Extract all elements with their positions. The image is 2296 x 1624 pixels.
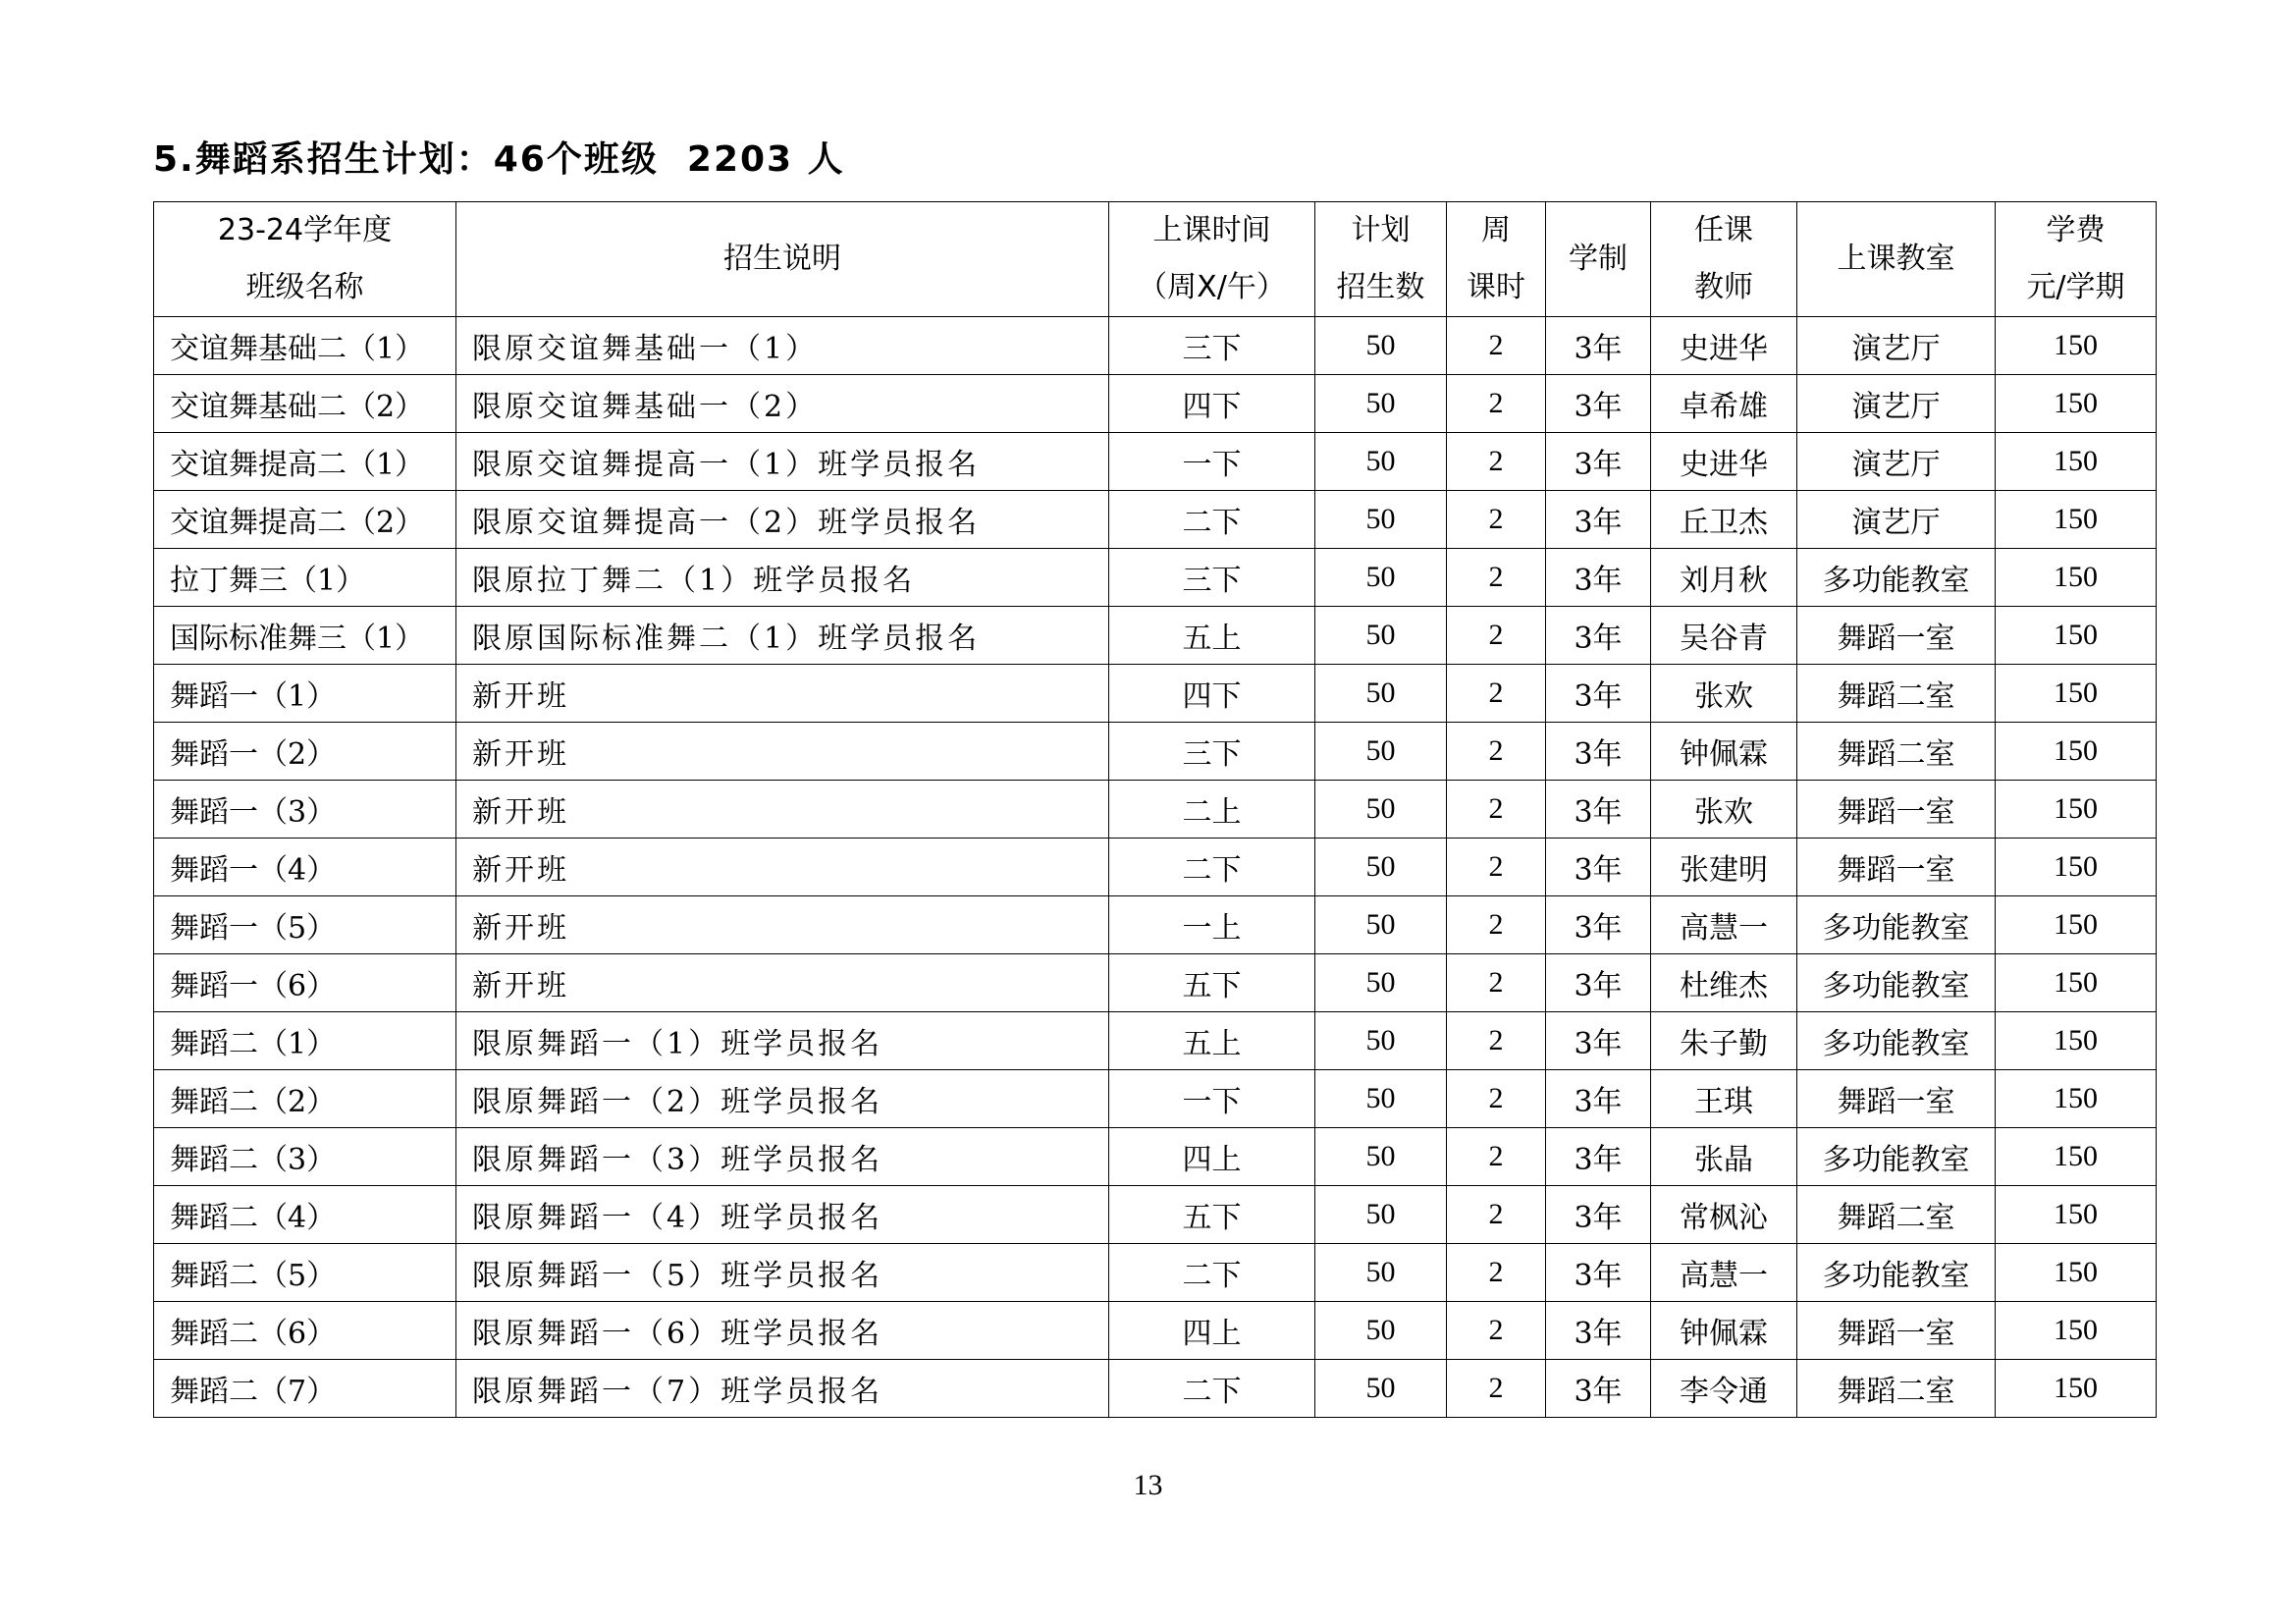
cell-tuition: 150 [1996,1128,2157,1186]
cell-tuition: 150 [1996,781,2157,839]
cell-schedule: 五下 [1109,1186,1315,1244]
header-text: 招生数 [1336,270,1425,304]
header-text: 元/学期 [2026,270,2125,304]
cell-tuition: 150 [1996,665,2157,723]
cell-description: 限原舞蹈一（2）班学员报名 [456,1070,1109,1128]
cell-planned-enrollment: 50 [1315,433,1447,491]
cell-tuition: 150 [1996,1302,2157,1360]
cell-description: 限原舞蹈一（4）班学员报名 [456,1186,1109,1244]
cell-schedule: 三下 [1109,549,1315,607]
cell-duration: 3年 [1546,549,1651,607]
cell-class-name: 舞蹈二（7） [154,1360,456,1418]
cell-duration: 3年 [1546,607,1651,665]
cell-class-name: 舞蹈二（2） [154,1070,456,1128]
header-teacher [1651,202,1797,317]
cell-weekly-hours: 2 [1447,723,1546,781]
header-text: 23-24学年度 [217,213,393,247]
cell-tuition: 150 [1996,1186,2157,1244]
cell-planned-enrollment: 50 [1315,781,1447,839]
cell-duration: 3年 [1546,1012,1651,1070]
cell-planned-enrollment: 50 [1315,1302,1447,1360]
table-row [154,607,2157,665]
cell-schedule: 四下 [1109,665,1315,723]
cell-teacher: 史进华 [1651,317,1797,375]
cell-classroom: 舞蹈一室 [1797,1302,1996,1360]
header-text: 课时 [1467,270,1525,304]
cell-classroom: 舞蹈二室 [1797,665,1996,723]
cell-teacher: 刘月秋 [1651,549,1797,607]
cell-duration: 3年 [1546,375,1651,433]
cell-schedule: 一下 [1109,433,1315,491]
cell-class-name: 舞蹈二（3） [154,1128,456,1186]
cell-class-name: 舞蹈一（3） [154,781,456,839]
header-text: 任课 [1694,213,1753,247]
cell-description: 限原国际标准舞二（1）班学员报名 [456,607,1109,665]
header-description [456,202,1109,317]
cell-class-name: 舞蹈二（1） [154,1012,456,1070]
cell-schedule: 二下 [1109,1244,1315,1302]
cell-description: 限原拉丁舞二（1）班学员报名 [456,549,1109,607]
cell-planned-enrollment: 50 [1315,1012,1447,1070]
cell-planned-enrollment: 50 [1315,665,1447,723]
cell-planned-enrollment: 50 [1315,375,1447,433]
cell-teacher: 吴谷青 [1651,607,1797,665]
header-text: （周X/午） [1138,270,1286,304]
table-row [154,375,2157,433]
cell-planned-enrollment: 50 [1315,896,1447,954]
header-duration [1546,202,1651,317]
cell-teacher: 张欢 [1651,665,1797,723]
cell-schedule: 一下 [1109,1070,1315,1128]
cell-weekly-hours: 2 [1447,607,1546,665]
cell-schedule: 五下 [1109,954,1315,1012]
cell-duration: 3年 [1546,1186,1651,1244]
cell-class-name: 拉丁舞三（1） [154,549,456,607]
table-row [154,317,2157,375]
cell-classroom: 演艺厅 [1797,491,1996,549]
cell-class-name: 舞蹈二（4） [154,1186,456,1244]
cell-classroom: 舞蹈二室 [1797,1360,1996,1418]
cell-duration: 3年 [1546,839,1651,896]
cell-classroom: 舞蹈一室 [1797,1070,1996,1128]
table-row [154,1186,2157,1244]
cell-weekly-hours: 2 [1447,954,1546,1012]
cell-teacher: 史进华 [1651,433,1797,491]
cell-schedule: 二下 [1109,839,1315,896]
cell-description: 新开班 [456,723,1109,781]
cell-description: 限原交谊舞基础一（2） [456,375,1109,433]
cell-duration: 3年 [1546,896,1651,954]
table-row [154,1302,2157,1360]
cell-planned-enrollment: 50 [1315,549,1447,607]
cell-duration: 3年 [1546,1302,1651,1360]
header-classroom [1797,202,1996,317]
enrollment-plan-table [153,201,2157,1418]
cell-class-name: 舞蹈二（5） [154,1244,456,1302]
table-row [154,1128,2157,1186]
cell-planned-enrollment: 50 [1315,607,1447,665]
cell-duration: 3年 [1546,723,1651,781]
cell-schedule: 三下 [1109,317,1315,375]
cell-teacher: 张建明 [1651,839,1797,896]
cell-teacher: 李令通 [1651,1360,1797,1418]
cell-tuition: 150 [1996,1012,2157,1070]
cell-tuition: 150 [1996,839,2157,896]
cell-description: 新开班 [456,839,1109,896]
cell-weekly-hours: 2 [1447,317,1546,375]
cell-teacher: 常枫沁 [1651,1186,1797,1244]
cell-planned-enrollment: 50 [1315,491,1447,549]
cell-description: 限原交谊舞提高一（1）班学员报名 [456,433,1109,491]
cell-weekly-hours: 2 [1447,1128,1546,1186]
cell-class-name: 舞蹈一（4） [154,839,456,896]
page-number: 13 [1133,1469,1163,1501]
header-planned-enrollment [1315,202,1447,317]
table-row [154,1070,2157,1128]
cell-weekly-hours: 2 [1447,1244,1546,1302]
cell-classroom: 多功能教室 [1797,549,1996,607]
cell-class-name: 交谊舞基础二（2） [154,375,456,433]
header-tuition [1996,202,2157,317]
cell-classroom: 演艺厅 [1797,375,1996,433]
table-row [154,665,2157,723]
cell-class-name: 交谊舞提高二（1） [154,433,456,491]
cell-duration: 3年 [1546,954,1651,1012]
cell-classroom: 舞蹈一室 [1797,607,1996,665]
cell-schedule: 三下 [1109,723,1315,781]
header-text: 上课教室 [1837,242,1955,276]
table-row [154,839,2157,896]
header-text: 周 [1481,213,1511,247]
cell-teacher: 张欢 [1651,781,1797,839]
header-text: 班级名称 [245,270,364,304]
cell-description: 新开班 [456,896,1109,954]
header-row [154,202,2157,317]
table-row [154,491,2157,549]
cell-tuition: 150 [1996,317,2157,375]
cell-weekly-hours: 2 [1447,1012,1546,1070]
table-row [154,1012,2157,1070]
cell-duration: 3年 [1546,317,1651,375]
cell-tuition: 150 [1996,607,2157,665]
cell-planned-enrollment: 50 [1315,1070,1447,1128]
cell-class-name: 交谊舞提高二（2） [154,491,456,549]
cell-teacher: 张晶 [1651,1128,1797,1186]
cell-class-name: 舞蹈一（5） [154,896,456,954]
cell-planned-enrollment: 50 [1315,723,1447,781]
cell-classroom: 多功能教室 [1797,1244,1996,1302]
cell-description: 限原舞蹈一（3）班学员报名 [456,1128,1109,1186]
cell-class-name: 舞蹈一（1） [154,665,456,723]
cell-classroom: 演艺厅 [1797,433,1996,491]
cell-description: 限原交谊舞基础一（1） [456,317,1109,375]
cell-tuition: 150 [1996,1360,2157,1418]
cell-tuition: 150 [1996,433,2157,491]
cell-duration: 3年 [1546,1360,1651,1418]
cell-tuition: 150 [1996,954,2157,1012]
cell-weekly-hours: 2 [1447,839,1546,896]
cell-duration: 3年 [1546,665,1651,723]
cell-description: 新开班 [456,954,1109,1012]
cell-teacher: 朱子勤 [1651,1012,1797,1070]
table-row [154,781,2157,839]
cell-classroom: 多功能教室 [1797,1128,1996,1186]
table-row [154,896,2157,954]
cell-description: 限原舞蹈一（5）班学员报名 [456,1244,1109,1302]
cell-weekly-hours: 2 [1447,896,1546,954]
header-weekly-hours [1447,202,1546,317]
cell-schedule: 二下 [1109,491,1315,549]
cell-classroom: 舞蹈二室 [1797,1186,1996,1244]
header-text: 上课时间 [1152,213,1271,247]
header-text: 教师 [1694,270,1753,304]
cell-tuition: 150 [1996,723,2157,781]
cell-weekly-hours: 2 [1447,375,1546,433]
cell-schedule: 四上 [1109,1128,1315,1186]
table-header [154,202,2157,317]
header-schedule [1109,202,1315,317]
cell-description: 限原交谊舞提高一（2）班学员报名 [456,491,1109,549]
cell-duration: 3年 [1546,781,1651,839]
table-row [154,954,2157,1012]
table-row [154,549,2157,607]
cell-class-name: 舞蹈一（6） [154,954,456,1012]
cell-teacher: 钟佩霖 [1651,723,1797,781]
cell-weekly-hours: 2 [1447,1186,1546,1244]
cell-tuition: 150 [1996,1070,2157,1128]
cell-class-name: 舞蹈一（2） [154,723,456,781]
cell-tuition: 150 [1996,1244,2157,1302]
cell-teacher: 钟佩霖 [1651,1302,1797,1360]
cell-classroom: 舞蹈二室 [1797,723,1996,781]
cell-class-name: 舞蹈二（6） [154,1302,456,1360]
cell-weekly-hours: 2 [1447,491,1546,549]
cell-schedule: 四下 [1109,375,1315,433]
table-row [154,433,2157,491]
cell-planned-enrollment: 50 [1315,317,1447,375]
cell-planned-enrollment: 50 [1315,1360,1447,1418]
cell-schedule: 二上 [1109,781,1315,839]
cell-duration: 3年 [1546,1070,1651,1128]
cell-tuition: 150 [1996,896,2157,954]
cell-weekly-hours: 2 [1447,433,1546,491]
cell-schedule: 五上 [1109,607,1315,665]
cell-teacher: 杜维杰 [1651,954,1797,1012]
cell-classroom: 演艺厅 [1797,317,1996,375]
header-class-name [154,202,456,317]
cell-classroom: 舞蹈一室 [1797,781,1996,839]
cell-class-name: 交谊舞基础二（1） [154,317,456,375]
cell-tuition: 150 [1996,375,2157,433]
cell-weekly-hours: 2 [1447,781,1546,839]
cell-classroom: 多功能教室 [1797,1012,1996,1070]
cell-description: 新开班 [456,665,1109,723]
cell-classroom: 舞蹈一室 [1797,839,1996,896]
cell-schedule: 四上 [1109,1302,1315,1360]
cell-schedule: 一上 [1109,896,1315,954]
cell-description: 新开班 [456,781,1109,839]
cell-description: 限原舞蹈一（6）班学员报名 [456,1302,1109,1360]
cell-planned-enrollment: 50 [1315,954,1447,1012]
cell-weekly-hours: 2 [1447,1302,1546,1360]
cell-teacher: 高慧一 [1651,1244,1797,1302]
cell-planned-enrollment: 50 [1315,1128,1447,1186]
cell-duration: 3年 [1546,491,1651,549]
header-text: 学费 [2046,213,2106,247]
cell-duration: 3年 [1546,1128,1651,1186]
cell-planned-enrollment: 50 [1315,839,1447,896]
header-text: 计划 [1351,213,1411,247]
cell-weekly-hours: 2 [1447,1360,1546,1418]
table-row [154,1360,2157,1418]
cell-weekly-hours: 2 [1447,665,1546,723]
cell-description: 限原舞蹈一（7）班学员报名 [456,1360,1109,1418]
cell-planned-enrollment: 50 [1315,1186,1447,1244]
cell-description: 限原舞蹈一（1）班学员报名 [456,1012,1109,1070]
cell-duration: 3年 [1546,433,1651,491]
cell-classroom: 多功能教室 [1797,954,1996,1012]
cell-tuition: 150 [1996,491,2157,549]
header-text: 招生说明 [723,242,841,276]
cell-schedule: 二下 [1109,1360,1315,1418]
section-title: 5.舞蹈系招生计划：46个班级 2203 人 [153,139,845,180]
cell-duration: 3年 [1546,1244,1651,1302]
cell-classroom: 多功能教室 [1797,896,1996,954]
table-row [154,1244,2157,1302]
table-body [154,317,2157,1418]
table-row [154,723,2157,781]
cell-planned-enrollment: 50 [1315,1244,1447,1302]
cell-weekly-hours: 2 [1447,549,1546,607]
cell-class-name: 国际标准舞三（1） [154,607,456,665]
cell-weekly-hours: 2 [1447,1070,1546,1128]
cell-teacher: 丘卫杰 [1651,491,1797,549]
cell-teacher: 卓希雄 [1651,375,1797,433]
cell-tuition: 150 [1996,549,2157,607]
cell-teacher: 高慧一 [1651,896,1797,954]
cell-schedule: 五上 [1109,1012,1315,1070]
header-text: 学制 [1569,242,1628,276]
cell-teacher: 王琪 [1651,1070,1797,1128]
